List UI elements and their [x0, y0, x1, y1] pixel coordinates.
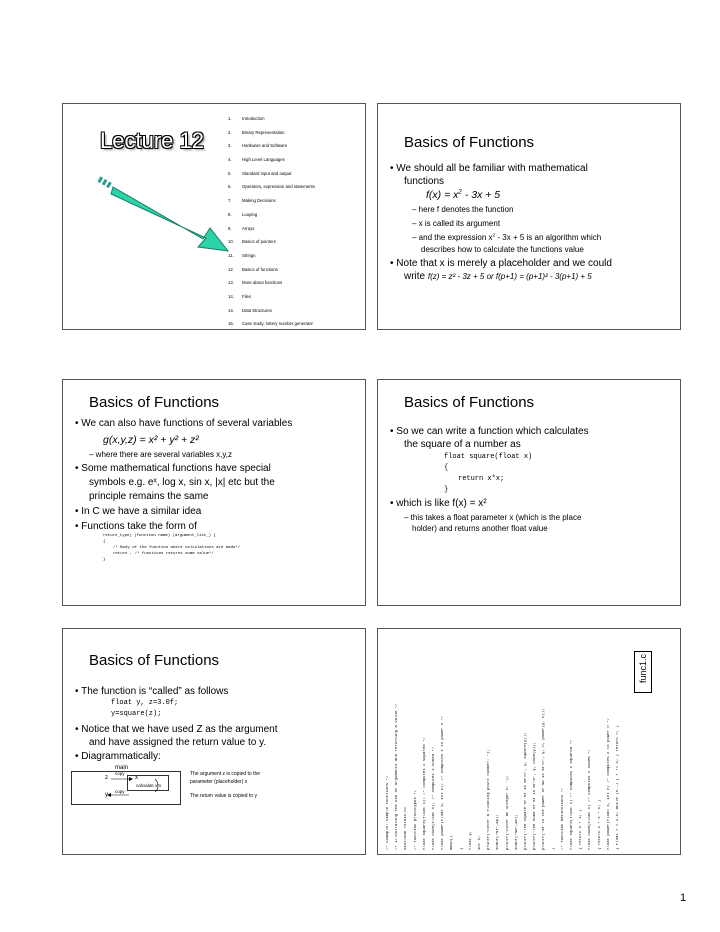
bullet: • Some mathematical functions have special	[75, 463, 271, 474]
code-line: {	[103, 540, 106, 544]
toc-label: Operators, expression and statements	[242, 184, 315, 190]
toc-number: 4.	[228, 157, 232, 163]
bullet: • Diagrammatically:	[75, 751, 161, 762]
code-line: printf("Enter a floating point number: ");	[487, 749, 492, 850]
toc-number: 5.	[228, 170, 232, 176]
code-line: return x*x;	[458, 475, 505, 483]
toc-label: Basics of functions	[242, 266, 278, 272]
code-line: scanf("%f",&y);	[496, 813, 501, 850]
toc-number: 8.	[228, 211, 232, 217]
bullet: • We should all be familiar with mathematical	[390, 163, 588, 174]
diagram-copy-arrow: copy	[115, 771, 125, 776]
equation: $f(x) = x^2 - 3x + 5$	[426, 188, 501, 201]
toc-item	[228, 116, 315, 130]
toc-number: 14.	[228, 307, 234, 313]
code-line: {	[459, 847, 464, 850]
bullet: • The function is “called” as follows	[75, 686, 229, 697]
diagram-note: The argument z is copied to the	[190, 771, 261, 777]
diagram-x: x	[135, 775, 138, 781]
toc-label: Data Structures	[242, 307, 272, 313]
code-line: printf("The cube of %f is %f\n", y, cube(y));	[533, 741, 538, 850]
pointer-arrow-icon	[63, 104, 365, 329]
diagram-note: parameter (placeholder) x	[190, 779, 248, 785]
toc-label: High Level Languages	[242, 157, 285, 163]
slide-basics-3	[377, 379, 681, 606]
diagram-arrows	[63, 629, 365, 854]
toc-item	[228, 280, 315, 294]
toc-number: 6.	[228, 184, 232, 190]
toc-number: 14.	[228, 293, 234, 299]
code-line: #include <stdio.h>	[404, 806, 409, 850]
code-line: { return x * x * x; }	[597, 799, 602, 850]
code-line: printf("%f to the power of %d is %f\n", y, n, power(y, n));	[542, 708, 547, 850]
slide-basics-4	[62, 628, 366, 855]
toc-label: Looping	[242, 211, 258, 217]
code-line: { float r = 1.0; while (n--) { r *= x; } return r; }	[616, 725, 620, 850]
sub-bullet-cont: describes how to calculate the functions value	[421, 245, 584, 254]
code-line: }	[444, 486, 449, 494]
toc-item	[228, 143, 315, 157]
sub-bullet-cont: holder) and returns another float value	[412, 524, 548, 533]
toc-item	[228, 184, 315, 198]
code-line: float power(float x, int n) /* computes x to power n */	[606, 717, 611, 850]
code-line: printf("Enter an integer n: ");	[505, 775, 510, 850]
code-line: { return x * x; }	[579, 809, 584, 850]
toc-number: 11.	[228, 252, 234, 258]
page-number: 1	[680, 892, 687, 904]
diagram-main-label: main	[115, 765, 129, 771]
code-line: float square(float x)	[444, 453, 533, 461]
toc-number: 9.	[228, 225, 232, 231]
code-line: int n;	[478, 835, 482, 850]
diagram-calc: calculate x*x	[136, 783, 162, 788]
sub-bullet: – this takes a float parameter x (which is the place	[404, 513, 582, 522]
toc-item	[228, 294, 315, 308]
code-line: float square(float x) /* computes x squared */	[570, 739, 574, 850]
bullet: • In C we have a similar idea	[75, 506, 202, 517]
bullet: • Note that x is merely a placeholder and we could	[390, 258, 612, 269]
file-tab: func1.c	[634, 651, 652, 693]
bullet-cont: the square of a number as	[404, 439, 521, 450]
code-line: return , /* functions returns some value*/	[113, 552, 214, 556]
table-of-contents	[228, 116, 315, 330]
toc-item	[228, 267, 315, 281]
code-line: /* Body of the function where calculations are made*/	[113, 546, 241, 550]
code-line: float power(float x, int n); /* computes x to power n */	[441, 715, 446, 850]
toc-label: Binary Representation	[242, 129, 285, 135]
slide-title: Basics of Functions	[89, 652, 220, 669]
toc-number: 1.	[228, 116, 232, 121]
slide-title: Basics of Functions	[404, 394, 535, 411]
code-line: float y;	[468, 830, 473, 850]
bullet-cont: principle remains the same	[89, 491, 209, 502]
bullet: • So we can write a function which calculates	[390, 426, 589, 437]
toc-label: Hardware and Software	[242, 143, 288, 149]
diagram-note: The return value is copied to y	[190, 793, 257, 799]
code-line: y=square(z);	[111, 710, 162, 718]
code-line: return_type) (function name) (argument_list_) {	[103, 534, 216, 538]
code-line: float cube(float x) /* computes x cubed */	[588, 749, 593, 850]
toc-label: Files	[242, 293, 252, 299]
code-line: float cube(float x); /* computes x cubed */	[432, 746, 436, 850]
lecture-title: Lecture 12	[100, 128, 204, 153]
toc-number: 2.	[228, 129, 232, 135]
toc-item	[228, 171, 315, 185]
sub-bullet: – and the expression $x^2 - 3x + 5$ is an algorithm which	[412, 233, 602, 242]
code-line: float y, z=3.0f;	[111, 699, 179, 707]
bullet: • We can also have functions of several variables	[75, 418, 293, 429]
slide-basics-1	[377, 103, 681, 330]
diagram-z: z	[105, 775, 108, 781]
toc-item	[228, 212, 315, 226]
bullet: • which is like f(x) = x²	[390, 498, 487, 509]
toc-number: 7.	[228, 198, 232, 204]
slide-title: Basics of Functions	[404, 134, 535, 151]
toc-label: Arrays	[242, 225, 255, 231]
toc-label: Making Decisions	[242, 198, 276, 204]
code-line: float square(float x); /* computes x squared */	[422, 737, 427, 850]
toc-item	[228, 130, 315, 144]
code-line: printf("The square of %f is %f\n", y, square(y));	[524, 732, 528, 850]
toc-item	[228, 308, 315, 322]
slide-lecture-title	[62, 103, 366, 330]
code-line: {	[444, 464, 449, 472]
toc-item	[228, 321, 315, 330]
toc-item	[228, 239, 315, 253]
toc-number: 10.	[228, 239, 234, 245]
toc-item	[228, 253, 315, 267]
code-line: }	[551, 847, 556, 850]
sub-bullet: – where there are several variables x,y,z	[89, 450, 233, 459]
sub-bullet: – x is called its argument	[412, 219, 501, 228]
toc-item	[228, 157, 315, 171]
toc-label: Standard input and output	[242, 170, 292, 176]
toc-label: Case study: lottery number generator	[242, 321, 313, 327]
sub-bullet: – here f denotes the function	[412, 205, 514, 214]
bullet-cont: and have assigned the return value to y.	[89, 737, 267, 748]
toc-item	[228, 198, 315, 212]
toc-number: 16.	[228, 321, 234, 327]
code-line: /* illustrating the use of arguments and returning a value */	[395, 703, 400, 850]
toc-number: 12.	[228, 266, 234, 272]
bullet-cont: write f(z) = z² - 3z + 5 or f(p+1) = (p+1)² - 3(p+1) + 5	[404, 271, 592, 282]
slide-code-listing	[377, 628, 681, 855]
toc-label: Strings	[242, 252, 256, 258]
toc-label: More about functions	[242, 280, 283, 286]
bullet: • Functions take the form of	[75, 521, 197, 532]
bullet-cont: symbols e.g. eˣ, log x, sin x, |x| etc but the	[89, 477, 275, 488]
toc-number: 3.	[228, 143, 232, 149]
toc-label: Introduction	[242, 116, 265, 121]
code-line: scanf("%d",&n);	[514, 813, 519, 850]
toc-label: Basics of pointers	[242, 239, 276, 245]
equation: g(x,y,z) = x² + y² + z²	[103, 434, 199, 446]
toc-item	[228, 226, 315, 240]
code-line: main()	[450, 835, 455, 850]
bullet-cont: functions	[404, 176, 445, 187]
bullet: • Notice that we have used Z as the argument	[75, 724, 278, 735]
diagram-y: y	[105, 792, 108, 798]
slide-basics-2	[62, 379, 366, 606]
code-line: }	[103, 558, 106, 562]
code-line: /* Example: simple functions */	[386, 775, 390, 850]
code-line: /* function definitions */	[560, 787, 565, 850]
code-line: /* function prototypes */	[413, 789, 418, 850]
diagram-copy-arrow: copy	[115, 789, 125, 794]
toc-number: 13.	[228, 280, 234, 286]
slide-title: Basics of Functions	[89, 394, 220, 411]
